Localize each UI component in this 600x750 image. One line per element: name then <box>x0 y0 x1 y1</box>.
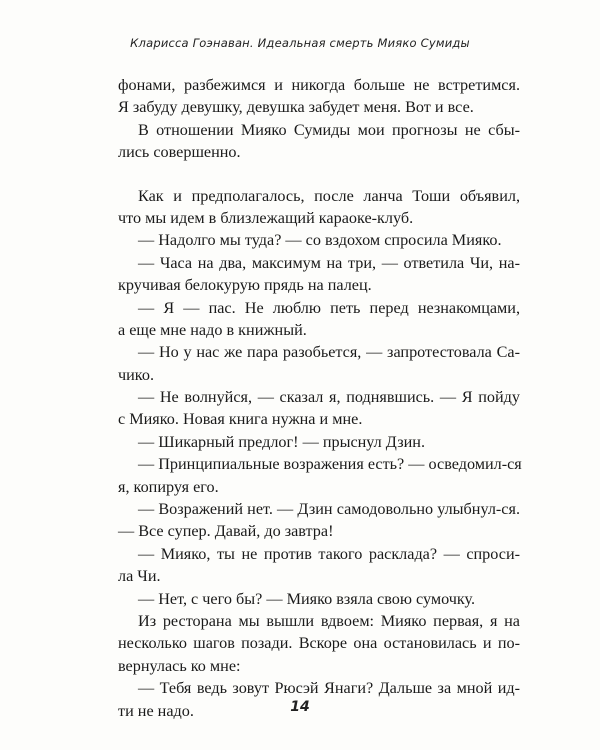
text-line: — Но у нас же пара разобьется, — запротестовала Са- <box>138 343 520 362</box>
text-line: — Часа на два, максимум на три, — ответила Чи, на- <box>138 253 520 272</box>
text-line: — Все супер. Давай, до завтра! <box>118 522 334 541</box>
text-line: — Надолго мы туда? — со вздохом спросила Мияко. <box>138 231 502 250</box>
body-text <box>118 74 520 722</box>
text-line: вернулась ко мне: <box>118 656 241 675</box>
text-line: чико. <box>118 365 154 384</box>
text-line: — Я — пас. Не люблю петь перед незнакомцами, <box>138 298 520 317</box>
text-line: ти не надо. <box>118 701 194 720</box>
text-line: фонами, разбежимся и никогда больше не встретимся. <box>118 76 520 94</box>
text-line: ла Чи. <box>118 567 161 586</box>
text-line: несколько шагов позади. Вскоре она остановилась и по- <box>118 634 520 653</box>
text-line: я, копируя его. <box>118 477 219 496</box>
text-line: кручивая белокурую прядь на палец. <box>118 276 372 295</box>
text-line: В отношении Мияко Сумиды мои прогнозы не сбы- <box>138 120 520 139</box>
text-line: Я забуду девушку, девушка забудет меня. Вот и все. <box>118 98 474 117</box>
text-line: Из ресторана мы вышли вдвоем: Мияко первая, я на <box>138 611 520 630</box>
text-line: — Нет, с чего бы? — Мияко взяла свою сумочку. <box>138 589 476 608</box>
text-line: что мы идем в близлежащий караоке-клуб. <box>118 208 414 227</box>
text-line: с Мияко. Новая книга нужна и мне. <box>118 410 363 429</box>
text-line: лись совершенно. <box>118 143 241 162</box>
text-line: — Шикарный предлог! — прыснул Дзин. <box>138 432 426 451</box>
text-line: — Принципиальные возражения есть? — осведомил-ся <box>138 455 522 474</box>
page-number: 14 <box>290 699 310 715</box>
running-header: Кларисса Гоэнаван. Идеальная смерть Мияко Сумиды <box>130 36 470 50</box>
text-line: Как и предполагалось, после ланча Тоши объявил, <box>138 186 520 205</box>
text-line: а еще мне надо в книжный. <box>118 320 307 339</box>
text-line: — Возражений нет. — Дзин самодовольно улыбнул-ся. <box>138 500 520 519</box>
text-line: — Не волнуйся, — сказал я, поднявшись. — Я пойду <box>138 388 520 407</box>
text-line: — Тебя ведь зовут Рюсэй Янаги? Дальше за мной ид- <box>138 679 520 698</box>
section-break <box>118 164 520 185</box>
text-line: — Мияко, ты не против такого расклада? — спроси- <box>138 544 520 563</box>
